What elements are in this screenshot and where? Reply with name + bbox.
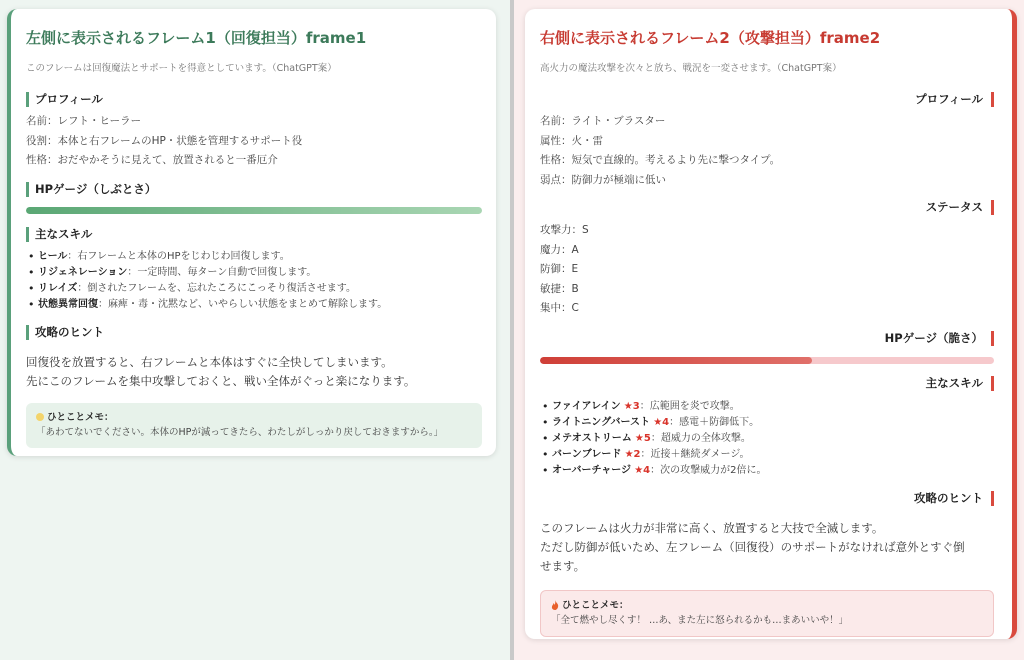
left-profile-list xyxy=(26,112,482,171)
hint-line: 回復役を放置すると、右フレームと本体はすぐに全快してしまいます。 xyxy=(26,354,393,369)
left-profile-heading: プロフィール xyxy=(26,92,482,107)
skill-desc: ：麻痺・毒・沈黙など、いやらしい状態をまとめて解除します。 xyxy=(98,298,388,310)
left-profile-line: 役割：本体と右フレームのHP・状態を管理するサポート役 xyxy=(26,134,303,147)
skill-item xyxy=(540,431,994,447)
skill-name: ファイアレイン xyxy=(552,400,621,412)
status-line: 集中：C xyxy=(540,302,579,314)
right-hp-heading: HPゲージ（脆さ） xyxy=(540,331,994,346)
right-card xyxy=(525,9,1017,639)
skill-desc: ：次の攻撃威力が2倍に。 xyxy=(650,464,767,476)
skill-star-rating: ★4 xyxy=(634,464,651,476)
skill-name: ヒール xyxy=(38,250,68,262)
right-frame xyxy=(514,0,1024,660)
status-line: 攻撃力：S xyxy=(540,224,589,236)
status-line: 防御：E xyxy=(540,263,579,275)
skill-desc: ：右フレームと本体のHPをじわじわ回復します。 xyxy=(67,250,290,262)
right-subtitle: 高火力の魔法攻撃を次々と放ち、戦況を一変させます。（ChatGPT案） xyxy=(540,63,842,74)
skill-name: 状態異常回復 xyxy=(38,298,98,310)
right-hint-body xyxy=(540,519,994,576)
skill-item xyxy=(26,265,482,281)
right-profile-line: 属性：火・雷 xyxy=(540,134,603,147)
left-subtitle: このフレームは回復魔法とサポートを得意としています。（ChatGPT案） xyxy=(26,63,337,74)
left-profile-line: 名前：レフト・ヒーラー xyxy=(26,115,142,127)
skill-desc: ：超威力の全体攻撃。 xyxy=(650,432,751,444)
right-skills-list xyxy=(540,399,994,479)
left-hp-fill xyxy=(26,207,482,214)
left-skills-list xyxy=(26,249,482,313)
memo-title: ひとことメモ： xyxy=(47,411,114,423)
skill-item xyxy=(26,249,482,265)
skill-item xyxy=(540,447,994,463)
skill-star-rating: ★5 xyxy=(634,432,651,444)
left-hp-bar xyxy=(26,207,482,214)
hint-line: 先にこのフレームを集中攻撃しておくと、戦い全体がぐっと楽になります。 xyxy=(26,373,416,388)
right-hp-bar xyxy=(540,357,994,364)
skill-name: リジェネレーション xyxy=(38,266,128,278)
right-memo xyxy=(540,590,994,637)
right-status-list xyxy=(540,221,994,319)
skill-name: メテオストリーム xyxy=(552,432,632,444)
status-line: 敏捷：B xyxy=(540,282,579,295)
skill-name: リレイズ xyxy=(38,282,78,294)
right-skills-heading: 主なスキル xyxy=(540,376,994,391)
left-memo xyxy=(26,403,482,448)
left-profile-line: 性格：おだやかそうに見えて、放置されると一番厄介 xyxy=(26,154,278,166)
skill-name: バーンブレード xyxy=(552,448,622,460)
hint-line: ただし防御が低いため、左フレーム（回復役）のサポートがなければ意外とすぐ倒 xyxy=(540,539,965,554)
skill-item xyxy=(540,399,994,415)
skill-name: オーバーチャージ xyxy=(552,464,631,476)
skill-desc: ：一定時間、毎ターン自動で回復します。 xyxy=(127,266,317,278)
skill-item xyxy=(26,281,482,297)
memo-title: ひとことメモ： xyxy=(562,599,629,611)
skill-item xyxy=(540,463,994,479)
left-hint-body xyxy=(26,353,482,391)
skill-desc: ：倒されたフレームを、忘れたころにこっそり復活させます。 xyxy=(77,282,357,294)
right-profile-heading: プロフィール xyxy=(540,92,994,107)
left-title: 左側に表示されるフレーム1（回復担当）frame1 xyxy=(26,29,367,47)
right-title: 右側に表示されるフレーム2（攻撃担当）frame2 xyxy=(540,29,881,47)
skill-star-rating: ★3 xyxy=(623,400,640,412)
status-line: 魔力：A xyxy=(540,243,579,256)
skill-desc: ：近接＋継続ダメージ。 xyxy=(640,448,750,460)
skill-star-rating: ★2 xyxy=(624,448,641,460)
left-hp-heading: HPゲージ（しぶとさ） xyxy=(26,182,482,197)
left-frame xyxy=(0,0,510,660)
left-hint-heading: 攻略のヒント xyxy=(26,325,482,340)
memo-text: 「全て燃やし尽くす！ …あ、また左に怒られるかも…まあいいや！」 xyxy=(551,614,849,626)
hint-line: せます。 xyxy=(540,558,586,573)
left-card xyxy=(7,9,496,456)
right-profile-line: 性格：短気で直線的。考えるより先に撃つタイプ。 xyxy=(540,154,781,166)
skill-name: ライトニングバースト xyxy=(552,416,650,428)
right-hint-heading: 攻略のヒント xyxy=(540,491,994,506)
lightbulb-icon xyxy=(36,413,44,421)
left-skills-heading: 主なスキル xyxy=(26,227,482,242)
skill-desc: ：広範囲を炎で攻撃。 xyxy=(639,400,740,412)
right-status-heading: ステータス xyxy=(540,200,994,215)
skill-item xyxy=(540,415,994,431)
right-profile-list xyxy=(540,112,994,190)
memo-text: 「あわてないでください。本体のHPが減ってきたら、わたしがしっかり戻しておきますから。」 xyxy=(36,426,444,438)
skill-item xyxy=(26,297,482,313)
skill-desc: ：感電＋防御低下。 xyxy=(669,416,760,428)
fire-icon xyxy=(551,600,559,610)
skill-star-rating: ★4 xyxy=(653,416,670,428)
right-profile-line: 名前：ライト・ブラスター xyxy=(540,115,666,127)
hint-line: このフレームは火力が非常に高く、放置すると大技で全滅します。 xyxy=(540,520,884,535)
right-profile-line: 弱点：防御力が極端に低い xyxy=(540,173,666,186)
right-hp-fill xyxy=(540,357,812,364)
